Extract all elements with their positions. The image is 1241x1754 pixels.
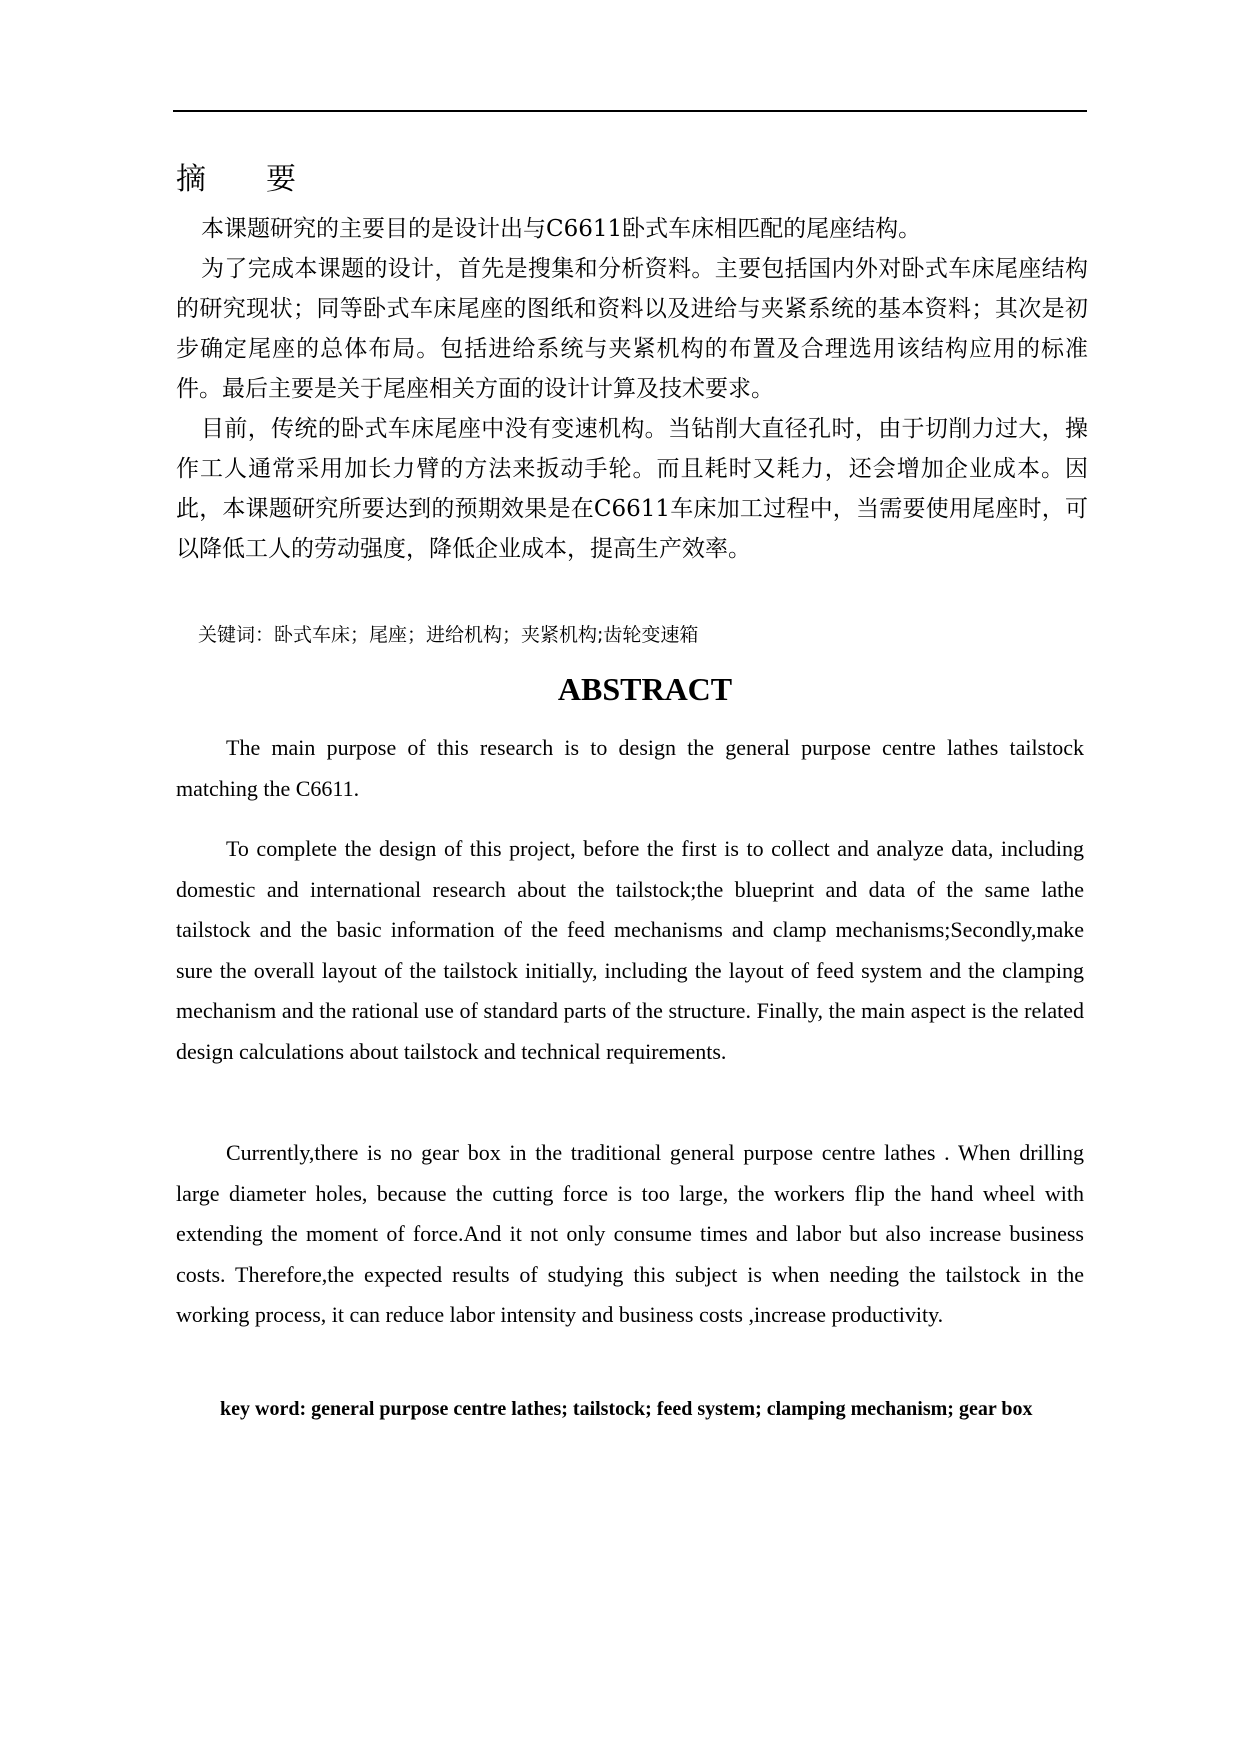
cn-abstract-title: 摘 要 <box>176 162 296 197</box>
en-paragraph-1-text: The main purpose of this research is to design the general purpose centre lathes tailstock matching the C6611. <box>176 735 1084 801</box>
cn-paragraph-3: 目前，传统的卧式车床尾座中没有变速机构。当钻削大直径孔时，由于切削力过大，操作工人通常采用加长力臂的方法来扳动手轮。而且耗时又耗力，还会增加企业成本。因此，本课题研究所要达到的预期效果是在C6611车床加工过程中，当需要使用尾座时，可以降低工人的劳动强度，降低企业成本，提高生产效率。 <box>176 416 1088 562</box>
en-paragraph-2-text: To complete the design of this project, before the first is to collect and analyze data, including domestic and international research about the tailstock;the blueprint and data of the same lathe tailstock and the basic information of the feed mechanisms and clamp mechanisms;Secondly,make sure the overall layout of the tailstock initially, including the layout of feed system and the clamping mechanism and the rational use of standard parts of the structure. Finally, the main aspect is the related design calculations about tailstock and technical requirements. <box>176 836 1084 1064</box>
cn-paragraph-2: 为了完成本课题的设计，首先是搜集和分析资料。主要包括国内外对卧式车床尾座结构的研究现状；同等卧式车床尾座的图纸和资料以及进给与夹紧系统的基本资料；其次是初步确定尾座的总体布局。包括进给系统与夹紧机构的布置及合理选用该结构应用的标准件。最后主要是关于尾座相关方面的设计计算及技术要求。 <box>176 256 1088 402</box>
en-paragraph-3 <box>176 1133 1084 1336</box>
cn-keywords: 关键词：卧式车床；尾座；进给机构；夹紧机构;齿轮变速箱 <box>198 624 699 646</box>
cn-abstract-body <box>176 209 1088 569</box>
cn-paragraph-1: 本课题研究的主要目的是设计出与C6611卧式车床相匹配的尾座结构。 <box>201 216 922 242</box>
en-paragraph-2 <box>176 829 1084 1072</box>
en-abstract-title: ABSTRACT <box>557 671 733 707</box>
header-rule <box>173 110 1087 112</box>
en-paragraph-3-text: Currently,there is no gear box in the traditional general purpose centre lathes . When drilling large diameter holes, because the cutting force is too large, the workers flip the hand wheel with extending the moment of force.And it not only consume times and labor but also increase business costs. Therefore,the expected results of studying this subject is when needing the tailstock in the working process, it can reduce labor intensity and business costs ,increase productivity. <box>176 1140 1084 1327</box>
en-paragraph-1 <box>176 728 1084 809</box>
en-keywords: key word: general purpose centre lathes; tailstock; feed system; clamping mechanism; gear box <box>220 1398 1033 1420</box>
